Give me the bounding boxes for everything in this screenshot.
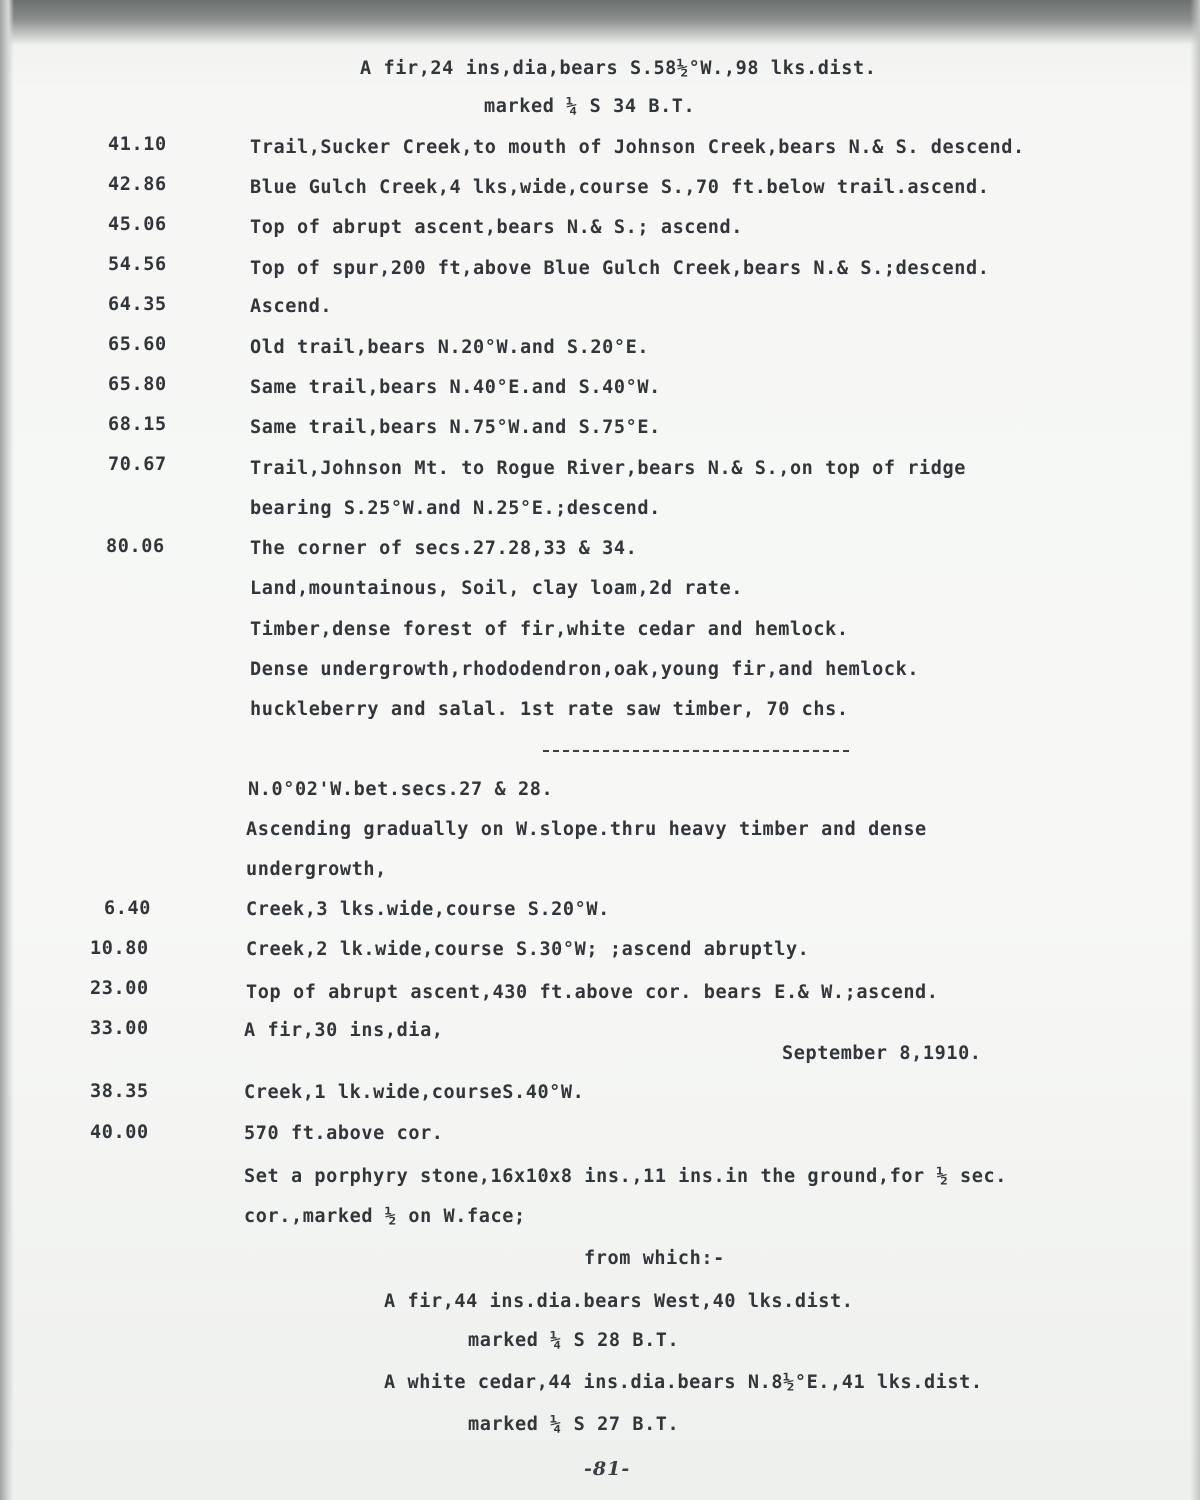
text-line: Ascend. — [250, 296, 333, 317]
distance-number: 68.15 — [108, 414, 167, 435]
distance-number: 6.40 — [104, 898, 151, 919]
text-line: huckleberry and salal. 1st rate saw timber, 70 chs. — [250, 699, 849, 720]
text-line: Ascending gradually on W.slope.thru heavy timber and dense — [246, 819, 927, 840]
text-line: Blue Gulch Creek,4 lks,wide,course S.,70 ft.below trail.ascend. — [250, 177, 990, 198]
text-line: Creek,2 lk.wide,course S.30°W; ;ascend abruptly. — [246, 939, 810, 960]
text-line: Creek,3 lks.wide,course S.20°W. — [246, 899, 610, 920]
text-line: Top of abrupt ascent,430 ft.above cor. bears E.& W.;ascend. — [246, 982, 939, 1003]
section-divider — [543, 750, 849, 752]
distance-number: 33.00 — [90, 1018, 149, 1039]
page-right-shadow — [1190, 0, 1200, 1500]
distance-number: 64.35 — [108, 294, 167, 315]
text-line: cor.,marked ½ on W.face; — [244, 1206, 526, 1227]
text-line: Same trail,bears N.40°E.and S.40°W. — [250, 377, 661, 398]
text-line: undergrowth, — [246, 859, 387, 880]
text-line: A fir,24 ins,dia,bears S.58½°W.,98 lks.dist. — [360, 58, 877, 79]
page-number: -81- — [584, 1458, 631, 1480]
text-line: Same trail,bears N.75°W.and S.75°E. — [250, 417, 661, 438]
text-line: 570 ft.above cor. — [244, 1123, 444, 1144]
distance-number: 65.60 — [108, 334, 167, 355]
distance-number: 54.56 — [108, 254, 167, 275]
distance-number: 65.80 — [108, 374, 167, 395]
text-line: A fir,44 ins.dia.bears West,40 lks.dist. — [384, 1291, 854, 1312]
text-line: from which:- — [584, 1248, 725, 1269]
text-line: Top of abrupt ascent,bears N.& S.; ascend. — [250, 217, 743, 238]
text-line: N.0°02'W.bet.secs.27 & 28. — [248, 779, 554, 800]
distance-number: 42.86 — [108, 174, 167, 195]
distance-number: 23.00 — [90, 978, 149, 999]
text-line: Timber,dense forest of fir,white cedar and hemlock. — [250, 619, 849, 640]
text-line: A white cedar,44 ins.dia.bears N.8½°E.,41 lks.dist. — [384, 1372, 983, 1393]
page-top-shadow — [0, 0, 1200, 44]
text-line: Old trail,bears N.20°W.and S.20°E. — [250, 337, 650, 358]
entry-date: September 8,1910. — [782, 1043, 982, 1064]
distance-number: 45.06 — [108, 214, 167, 235]
text-line: A fir,30 ins,dia, — [244, 1020, 444, 1041]
distance-number: 10.80 — [90, 938, 149, 959]
text-line: marked ¼ S 27 B.T. — [468, 1414, 680, 1435]
distance-number: 38.35 — [90, 1081, 149, 1102]
text-line: Dense undergrowth,rhododendron,oak,young fir,and hemlock. — [250, 659, 920, 680]
text-line: Land,mountainous, Soil, clay loam,2d rate. — [250, 578, 743, 599]
distance-number: 40.00 — [90, 1122, 149, 1143]
text-line: Creek,1 lk.wide,courseS.40°W. — [244, 1082, 585, 1103]
distance-number: 80.06 — [106, 536, 165, 557]
text-line: marked ¼ S 34 B.T. — [484, 96, 696, 117]
text-line: Trail,Johnson Mt. to Rogue River,bears N.& S.,on top of ridge — [250, 458, 967, 479]
text-line: bearing S.25°W.and N.25°E.;descend. — [250, 498, 661, 519]
distance-number: 41.10 — [108, 134, 167, 155]
text-line: Trail,Sucker Creek,to mouth of Johnson Creek,bears N.& S. descend. — [250, 137, 1025, 158]
text-line: Set a porphyry stone,16x10x8 ins.,11 ins.in the ground,for ½ sec. — [244, 1166, 1007, 1187]
text-line: Top of spur,200 ft,above Blue Gulch Creek,bears N.& S.;descend. — [250, 258, 990, 279]
text-line: marked ¼ S 28 B.T. — [468, 1330, 680, 1351]
page-left-shadow — [0, 0, 14, 1500]
distance-number: 70.67 — [108, 454, 167, 475]
text-line: The corner of secs.27.28,33 & 34. — [250, 538, 638, 559]
